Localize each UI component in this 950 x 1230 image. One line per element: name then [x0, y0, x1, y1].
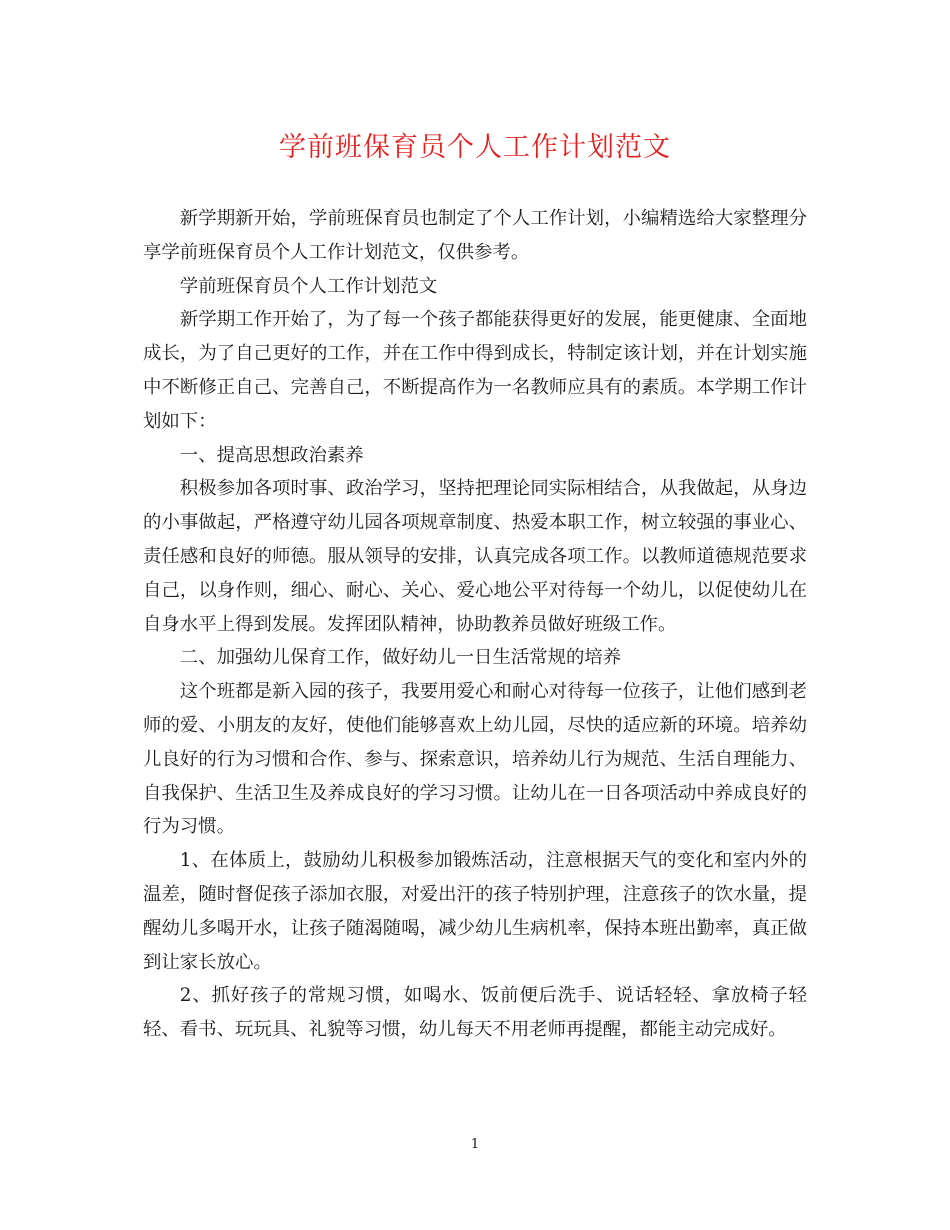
document-body: [143, 202, 807, 1047]
paragraph-item-1: 1、在体质上，鼓励幼儿积极参加锻炼活动，注意根据天气的变化和室内外的温差，随时督促孩子添加衣服，对爱出汗的孩子特别护理，注意孩子的饮水量，提醒幼儿多喝开水，让孩子随渴随喝，减少幼儿生病机率，保持本班出勤率，真正做到让家长放心。: [143, 850, 807, 973]
paragraph-overview: 新学期工作开始了，为了每一个孩子都能获得更好的发展，能更健康、全面地成长，为了自己更好的工作，并在工作中得到成长，特制定该计划，并在计划实施中不断修正自己、完善自己，不断提高作为一名教师应具有的素质。本学期工作计划如下：: [143, 309, 807, 432]
paragraph-subtitle: 学前班保育员个人工作计划范文: [179, 275, 438, 297]
paragraph-item-2: 2、抓好孩子的常规习惯，如喝水、饭前便后洗手、说话轻轻、拿放椅子轻轻、看书、玩玩具、礼貌等习惯，幼儿每天不用老师再提醒，都能主动完成好。: [143, 985, 807, 1041]
page-number: 1: [470, 1137, 480, 1152]
document-title: 学前班保育员个人工作计划范文: [279, 132, 671, 163]
paragraph-section-1: 积极参加各项时事、政治学习，坚持把理论同实际相结合，从我做起，从身边的小事做起，严格遵守幼儿园各项规章制度、热爱本职工作，树立较强的事业心、责任感和良好的师德。服从领导的安排，认真完成各项工作。以教师道德规范要求自己，以身作则，细心、耐心、关心、爱心地公平对待每一个幼儿，以促使幼儿在自身水平上得到发展。发挥团队精神，协助教养员做好班级工作。: [143, 478, 807, 635]
section-heading-2: 二、加强幼儿保育工作，做好幼儿一日生活常规的培养: [179, 647, 622, 669]
paragraph-section-2: 这个班都是新入园的孩子，我要用爱心和耐心对待每一位孩子，让他们感到老师的爱、小朋友的友好，使他们能够喜欢上幼儿园，尽快的适应新的环境。培养幼儿良好的行为习惯和合作、参与、探索意识，培养幼儿行为规范、生活自理能力、自我保护、生活卫生及养成良好的学习习惯。让幼儿在一日各项活动中养成良好的行为习惯。: [143, 681, 807, 838]
paragraph-intro: 新学期新开始，学前班保育员也制定了个人工作计划，小编精选给大家整理分享学前班保育员个人工作计划范文，仅供参考。: [143, 208, 807, 263]
section-heading-1: 一、提高思想政治素养: [179, 444, 364, 466]
